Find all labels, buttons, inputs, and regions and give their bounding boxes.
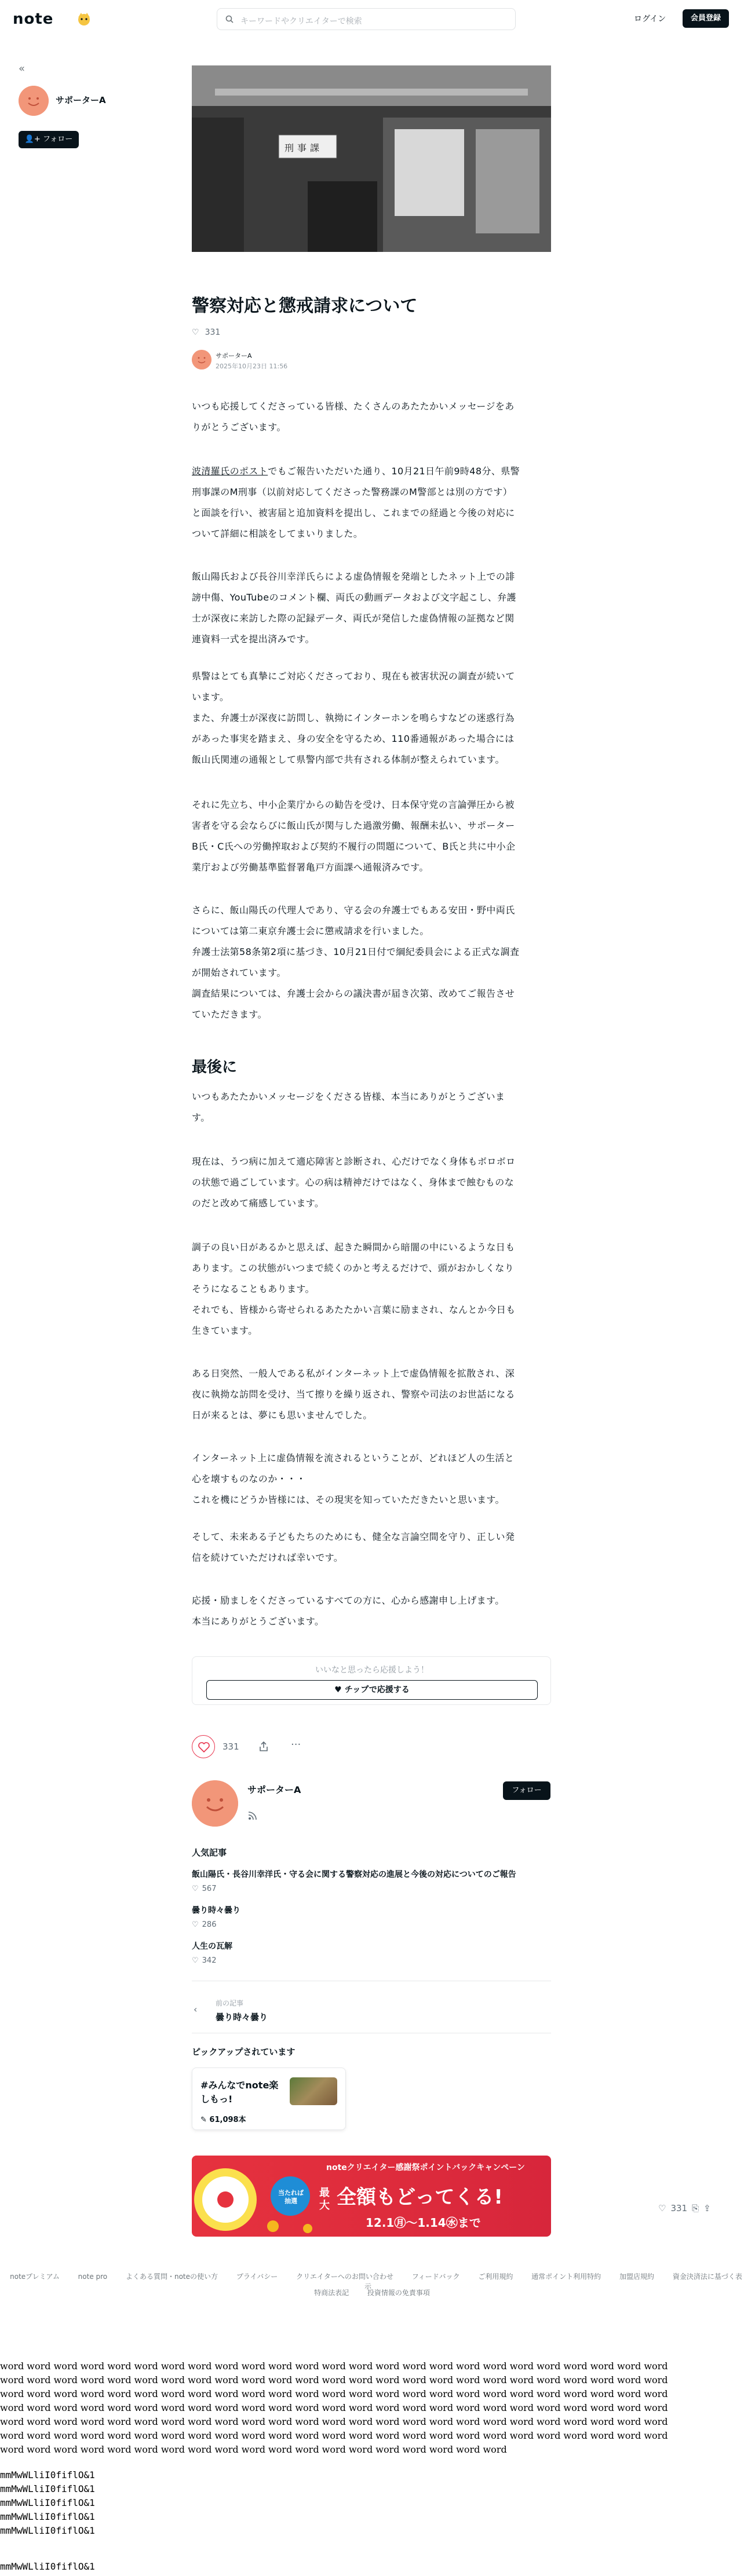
post-link[interactable]: 波清羅氏のポスト — [192, 466, 268, 477]
pen-icon: ✎ — [200, 2116, 210, 2124]
paragraph — [192, 1086, 551, 1128]
text-line: ある日突然、一般人である私がインターネット上で虚偽情報を拡散され、深 — [192, 1368, 515, 1379]
paragraph — [192, 1237, 551, 1341]
add-user-icon: 👤+ — [24, 135, 41, 144]
text-line: B氏・C氏への労働搾取および契約不履行の問題について、B氏と共に中小企 — [192, 841, 516, 852]
text-line: いつもあたたかいメッセージをくださる皆様、本当にありがとうございま — [192, 1091, 505, 1102]
creator-follow-button[interactable]: フォロー — [503, 1781, 550, 1800]
text-line — [192, 461, 551, 482]
sidebar-author-name[interactable]: サポーターA — [56, 95, 106, 105]
pickup-card-title: #みんなでnote楽しもっ! — [200, 2080, 279, 2105]
footer-link[interactable]: note pro — [78, 2273, 108, 2281]
popular-heading: 人気記事 — [192, 1847, 227, 1858]
hero-image — [192, 65, 551, 252]
word-line: word word word word word word word word word word word word word word word word word word word word word word word word word — [0, 2416, 668, 2427]
paragraph — [192, 1448, 551, 1510]
author-name[interactable]: サポーターA — [216, 352, 252, 360]
support-label: いいなと思ったら応援しよう！ — [315, 1666, 429, 1675]
paragraph — [192, 1151, 551, 1214]
text-line: 調子の良い日があるかと思えば、起きた瞬間から暗闇の中にいるような日も — [192, 1242, 515, 1253]
smiley-avatar-icon — [192, 350, 211, 369]
prev-article-label: 前の記事 — [216, 1999, 244, 2007]
pickup-card[interactable] — [192, 2068, 346, 2130]
text-line: 応援・励ましをくださっているすべての方に、心から感謝申し上げます。 — [192, 1595, 505, 1606]
popular-item[interactable]: 人生の瓦解 — [192, 1942, 232, 1951]
creator-name[interactable]: サポーターA — [247, 1784, 301, 1795]
banner-badge: 当たれば抽選 — [278, 2189, 304, 2205]
search-input[interactable] — [217, 8, 516, 30]
heart-icon: ♡ — [192, 1920, 199, 1929]
text-line: 夜に執拗な訪問を受け、当て擦りを繰り返され、警察や司法のお世話になる — [192, 1389, 515, 1400]
text-line: ていただきます。 — [192, 1009, 267, 1020]
heart-icon: ♡ — [658, 2203, 666, 2213]
paragraph — [192, 396, 551, 438]
signup-button[interactable]: 会員登録 — [683, 9, 729, 28]
footer-link[interactable]: ご利用規約 — [478, 2273, 513, 2281]
author-avatar-small[interactable] — [192, 350, 211, 369]
prev-article-title[interactable]: 曇り時々曇り — [216, 2012, 268, 2022]
hero-sign-text: 刑事課 — [285, 142, 323, 153]
text-line: 現在は、うつ病に加えて適応障害と診断され、心だけでなく身体もボロボロ — [192, 1156, 516, 1167]
footer-link[interactable]: 特商法表記 — [314, 2289, 349, 2297]
smiley-avatar-icon — [192, 1780, 238, 1827]
tip-button[interactable] — [206, 1680, 538, 1700]
footer-link[interactable]: クリエイターへのお問い合わせ — [296, 2273, 393, 2281]
text-line: 謗中傷、YouTubeのコメント欄、両氏の動画データおよび文字起こし、弁護 — [192, 592, 516, 603]
collapse-sidebar-icon[interactable]: « — [19, 63, 25, 75]
text-line: す。 — [192, 1112, 210, 1123]
mono-filler-bottom: mmMwWLliI0fiflO&1 — [0, 2561, 95, 2572]
text-line: 県警はとても真摯にご対応くださっており、現在も被害状況の調査が続いて — [192, 671, 515, 682]
footer-link[interactable]: プライバシー — [236, 2273, 278, 2281]
text-line: 士が深夜に来訪した際の記録データ、両氏が発信した虚偽情報の証拠など関 — [192, 613, 515, 624]
popular-likes — [192, 1956, 216, 1965]
mono-line: mmMwWLliI0fiflO&1 — [0, 2525, 95, 2536]
text-line: 飯山陽氏および長谷川幸洋氏らによる虚偽情報を発端としたネット上での誹 — [192, 571, 515, 582]
text-line: があった事実を踏まえ、身の安全を守るため、110番通報があった場合には — [192, 733, 515, 744]
footer-link[interactable]: フィードバック — [411, 2273, 460, 2281]
popular-likes — [192, 1920, 216, 1929]
footer-link[interactable]: 通常ポイント利用特約 — [531, 2273, 601, 2281]
paragraph — [192, 1590, 551, 1632]
paragraph — [192, 900, 551, 1025]
text-line: のだと改めて痛感しています。 — [192, 1198, 324, 1209]
smiley-avatar-icon — [19, 86, 49, 116]
search-placeholder: キーワードやクリエイターで検索 — [240, 17, 362, 26]
text-line: ついて詳細に相談をしてまいりました。 — [192, 528, 363, 539]
text-line: そうになることもあります。 — [192, 1283, 315, 1294]
creator-avatar[interactable] — [192, 1780, 238, 1827]
text-line: 刑事課のM刑事（以前対応してくださった警務課のM警部とは別の方です） — [192, 486, 513, 497]
word-line: word word word word word word word word word word word word word word word word word word word word word word word word word — [0, 2388, 668, 2399]
text-line: 日が来るとは、夢にも思いませんでした。 — [192, 1410, 373, 1421]
text-line: については第二東京弁護士会に懲戒請求を行いました。 — [192, 925, 429, 936]
text-line: あります。この状態がいつまで続くのかと考えるだけで、頭がおかしくなり — [192, 1263, 515, 1274]
site-header — [0, 0, 744, 37]
popular-likes — [192, 1885, 216, 1893]
text-line: 調査結果については、弁護士会からの議決書が届き次第、改めてご報告させ — [192, 988, 515, 999]
pickup-card-count — [200, 2113, 246, 2124]
popular-item[interactable]: 曇り時々曇り — [192, 1906, 240, 1915]
footer-link[interactable]: 資金決済法に基づく表示 — [364, 2273, 742, 2290]
banner-top-text: noteクリエイター感謝祭ポイントバックキャンペーン — [326, 2163, 525, 2172]
text-line: 業庁および労働基準監督署亀戸方面課へ通報済みです。 — [192, 862, 429, 873]
share-icon[interactable]: ⇪ — [703, 2203, 711, 2213]
paragraph — [192, 1527, 551, 1568]
more-options-icon[interactable]: ··· — [291, 1739, 301, 1751]
word-line: word word word word word word word word word word word word word word word word word word word — [0, 2444, 507, 2455]
footer-links-row — [0, 2288, 744, 2297]
text-line: 生きています。 — [192, 1325, 258, 1336]
popular-item[interactable]: 飯山陽氏・長谷川幸洋氏・守る会に関する警察対応の進展と今後の対応についてのご報告 — [192, 1870, 516, 1879]
text-line: 飯山氏関連の通報として県警内部で共有される体制が整えられています。 — [192, 754, 505, 765]
text-line: それでも、皆様から寄せられるあたたかい言葉に励まされ、なんとか今日も — [192, 1304, 516, 1315]
text-line: 害者を守る会ならびに飯山氏が関与した過激労働、報酬未払い、サポーター — [192, 820, 515, 831]
text-line: 連資料一式を提出済みです。 — [192, 634, 315, 645]
text-line: いつも応援してくださっている皆様、たくさんのあたたかいメッセージをあ — [192, 401, 515, 412]
floating-like[interactable] — [658, 2203, 711, 2213]
text-line: と面談を行い、被害届と追加資料を提出し、これまでの経過と今後の対応に — [192, 507, 515, 518]
mono-line: mmMwWLliI0fiflO&1 — [0, 2497, 95, 2508]
word-line: word word word word word word word word word word word word word word word word word word word word word word word word word — [0, 2402, 668, 2413]
text-line: りがとうございます。 — [192, 422, 286, 433]
text-line: そして、未来ある子どもたちのためにも、健全な言論空間を守り、正しい発 — [192, 1531, 515, 1542]
like-number: 286 — [202, 1920, 217, 1929]
search-icon — [225, 15, 234, 23]
footer-link[interactable]: noteプレミアム — [10, 2273, 60, 2281]
bookmark-icon[interactable]: ⎘ — [692, 2203, 699, 2213]
text-line: これを機にどうか皆様には、その現実を知っていただきたいと思います。 — [192, 1494, 505, 1505]
text-line: それに先立ち、中小企業庁からの勧告を受け、日本保守党の言論弾圧から被 — [192, 799, 515, 810]
heart-icon: ♡ — [192, 1885, 199, 1893]
sidebar-follow-button[interactable] — [19, 131, 79, 148]
tip-button-label: チップで応援する — [344, 1685, 410, 1695]
sidebar-follow-label: フォロー — [42, 135, 73, 144]
share-icon[interactable] — [258, 1741, 269, 1752]
paragraph — [192, 1363, 551, 1426]
footer-link[interactable]: 投資情報の免責事項 — [367, 2289, 430, 2297]
banner-dates: 12.1㊊～1.14㊌まで — [366, 2216, 481, 2230]
rss-icon[interactable] — [247, 1810, 258, 1821]
text-line: います。 — [192, 691, 229, 702]
footer-link[interactable]: よくある質問・noteの使い方 — [125, 2273, 218, 2281]
word-line: word word word word word word word word word word word word word word word word word word word word word word word word word — [0, 2361, 668, 2372]
paragraph — [192, 666, 551, 770]
like-count: 331 — [223, 1741, 239, 1752]
paragraph — [192, 461, 551, 544]
mascot-icon — [74, 10, 94, 27]
heart-icon: ♡ — [192, 1956, 199, 1965]
text-line: さらに、飯山陽氏の代理人であり、守る会の弁護士でもある安田・野中両氏 — [192, 905, 515, 916]
login-link[interactable]: ログイン — [634, 14, 666, 24]
publish-date: 2025年10月23日 11:56 — [216, 363, 288, 370]
floating-like-count: 331 — [670, 2203, 688, 2213]
heart-icon: ♡ — [192, 328, 199, 337]
paragraph — [192, 566, 551, 650]
text-line: また、弁護士が深夜に訪問し、執拗にインターホンを鳴らすなどの迷惑行為 — [192, 712, 515, 723]
banner-wheel-label: 最大 — [319, 2187, 330, 2212]
paragraph — [192, 795, 551, 878]
word-filler-block — [0, 2359, 744, 2457]
avatar[interactable] — [19, 86, 49, 116]
text-line: 心を壊すものなのか・・・ — [192, 1473, 306, 1484]
top-like-count[interactable] — [192, 328, 220, 337]
pickup-heading: ピックアップされています — [192, 2047, 296, 2057]
pickup-count-value: 61,098本 — [209, 2116, 246, 2124]
section-heading: 最後に — [192, 1059, 238, 1076]
like-button[interactable] — [192, 1735, 215, 1758]
support-box — [192, 1656, 551, 1705]
banner-main-text: 全額もどってくる! — [337, 2186, 503, 2209]
article-title: 警察対応と懲戒請求について — [192, 296, 418, 316]
text-line: の状態で過ごしています。心の病は精神だけではなく、身体まで蝕むものな — [192, 1177, 515, 1188]
note-logo[interactable]: note — [13, 10, 54, 28]
text-line: インターネット上に虚偽情報を流されるということが、どれほど人の生活と — [192, 1452, 515, 1463]
mono-line: mmMwWLliI0fiflO&1 — [0, 2469, 95, 2480]
footer-link[interactable]: 加盟店規約 — [619, 2273, 655, 2281]
text-line: 弁護士法第58条第2項に基づき、10月21日付で綱紀委員会による正式な調査 — [192, 946, 520, 957]
heart-icon — [192, 1736, 216, 1759]
top-like-number: 331 — [205, 328, 221, 337]
text-line: 信を続けていただければ幸いです。 — [192, 1552, 344, 1563]
mono-filler-block — [0, 2468, 95, 2538]
like-number: 342 — [202, 1956, 217, 1965]
text-span: でもご報告いただいた通り、10月21日午前9時48分、県警 — [268, 466, 520, 477]
tip-heart-icon: ♥ — [334, 1685, 342, 1695]
pickup-card-image — [290, 2077, 337, 2105]
mono-line: mmMwWLliI0fiflO&1 — [0, 2511, 95, 2522]
chevron-left-icon[interactable]: ‹ — [194, 2004, 198, 2015]
text-line: が開始されています。 — [192, 967, 286, 978]
campaign-banner[interactable] — [192, 2156, 551, 2237]
mono-line: mmMwWLliI0fiflO&1 — [0, 2483, 95, 2494]
text-line: 本当にありがとうございます。 — [192, 1616, 324, 1627]
word-line: word word word word word word word word word word word word word word word word word word word word word word word word word — [0, 2374, 668, 2385]
like-number: 567 — [202, 1885, 217, 1893]
word-line: word word word word word word word word word word word word word word word word word word word word word word word word word — [0, 2430, 668, 2441]
